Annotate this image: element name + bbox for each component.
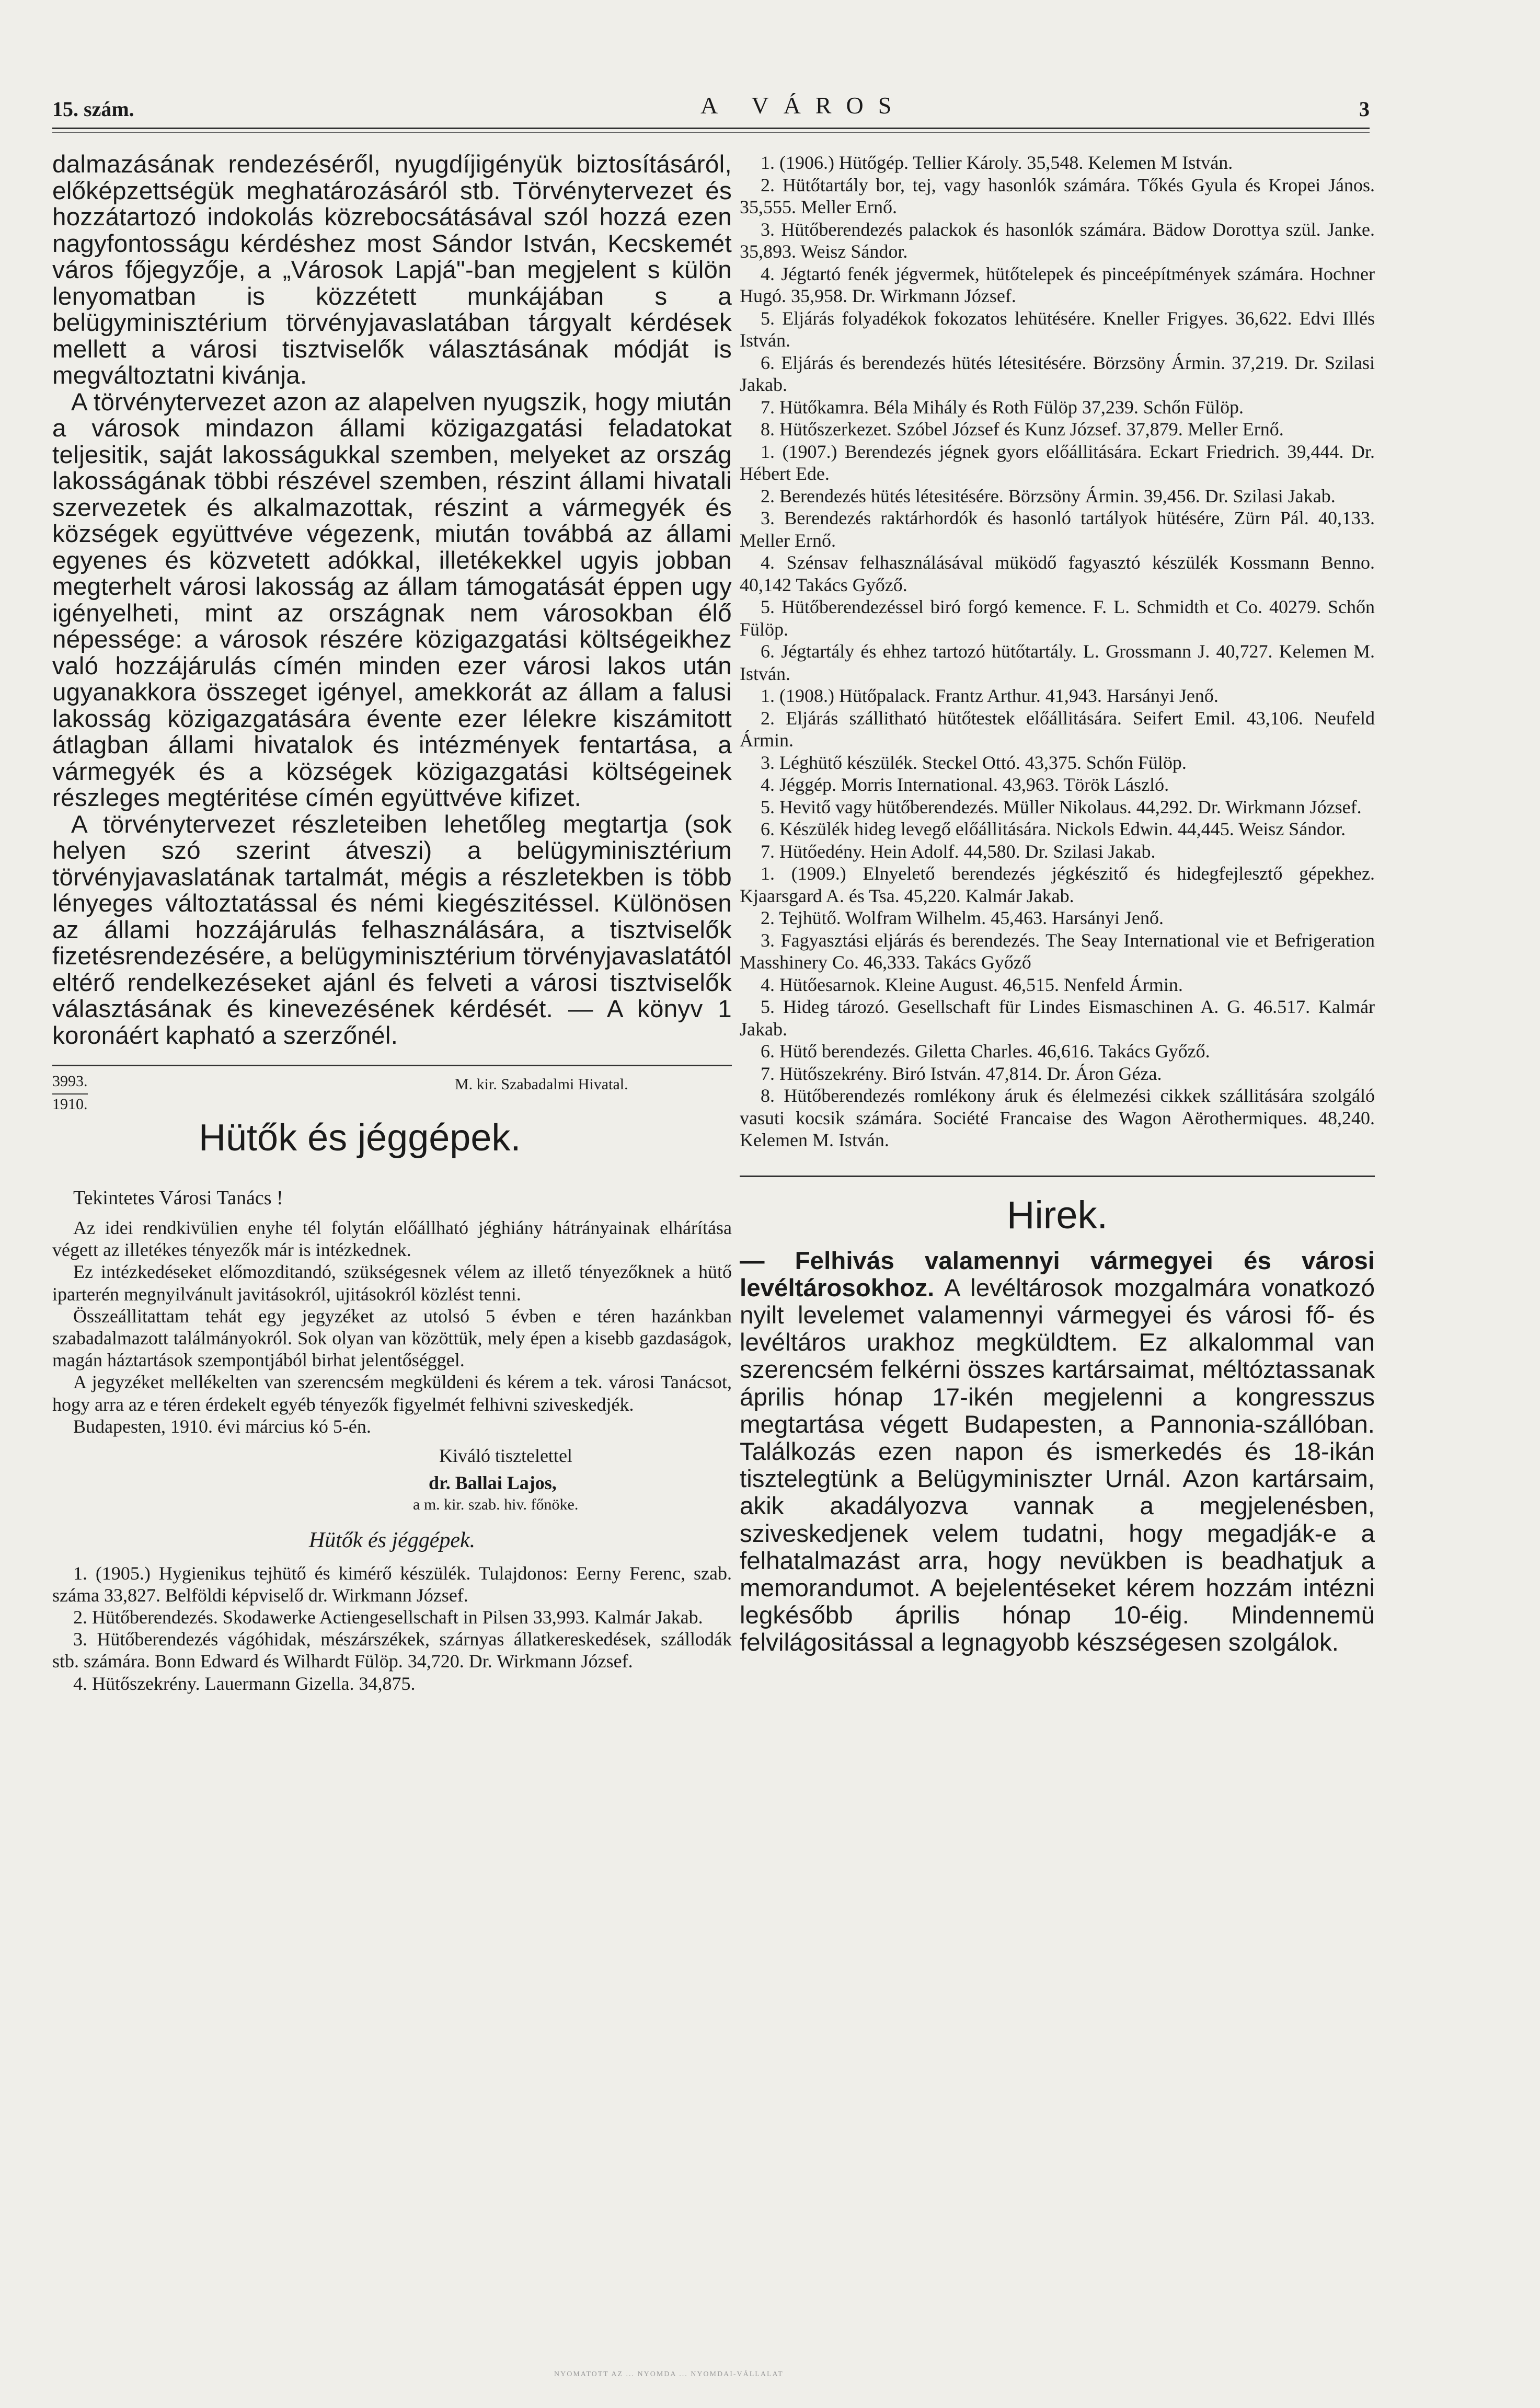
- masthead-title: A VÁROS: [700, 92, 906, 119]
- list-item: 8. Hütőszerkezet. Szóbel József és Kunz József. 37,879. Meller Ernő.: [761, 419, 1284, 440]
- header-rule: [52, 128, 1370, 129]
- list-item: 2. Tejhütő. Wolfram Wilhelm. 45,463. Harsányi Jenő.: [761, 907, 1164, 928]
- list-item: 1. (1908.) Hütőpalack. Frantz Arthur. 41,943. Harsányi Jenő.: [761, 685, 1219, 706]
- list-item: 5. Hideg tározó. Gesellschaft für Lindes Eismaschinen A. G. 46.517. Kalmár Jakab.: [740, 996, 1375, 1040]
- list-item: 5. Hütőberendezéssel biró forgó kemence. F. L. Schmidth et Co. 40279. Schőn Fülöp.: [740, 596, 1375, 640]
- list-item: 6. Készülék hideg levegő előállitására. Nickols Edwin. 44,445. Weisz Sándor.: [761, 819, 1346, 839]
- patent-list-continued: [740, 152, 1375, 1151]
- list-item: 2. Hütőtartály bor, tej, vagy hasonlók számára. Tőkés Gyula és Kropei János. 35,555. Meller Ernő.: [740, 174, 1375, 217]
- list-item: 2. Hütőberendezés. Skodawerke Actiengesellschaft in Pilsen 33,993. Kalmár Jakab.: [73, 1607, 703, 1628]
- list-item: 2. Eljárás szállitható hütőtestek előállitására. Seifert Emil. 43,106. Neufeld Ármin.: [740, 707, 1375, 751]
- letter-date: Budapesten, 1910. évi március kó 5-én.: [73, 1415, 371, 1437]
- lead-paragraph: A törvénytervezet részleteiben lehetőleg megtartja (sok helyen szó szerint átveszi) a belügyminisztérium törvényjavaslatának tartalmát, mégis a részletekben is több lényeges változtatással és némi kiegészitéssel. Különösen az állami hozzájárulás felhasználására, a tisztviselők fizetésrendezésére, a belügyminisztérium törvényjavaslatától eltérő rendelkezéseket ajánl és felveti a városi tisztviselők választásának és kinevezésének kérdését. — A könyv 1 koronáért kapható a szerzőnél.: [52, 810, 732, 1050]
- signer-title: a m. kir. szab. hiv. főnöke.: [413, 1496, 579, 1514]
- list-item: 2. Berendezés hütés létesitésére. Börzsöny Ármin. 39,456. Dr. Szilasi Jakab.: [761, 485, 1336, 506]
- lead-paragraph: A törvénytervezet azon az alapelven nyugszik, hogy miután a városok mindazon állami közigazgatási feladatokat teljesitik, saját lakosságukkal szemben, melyeket az ország lakosságának többi részével szemben, részint állami hivatali szervezetek és alkalmazottak, részint a vármegyék és községek együttvéve végezenk, miután továbbá az állami egyenes és közvetett adókkal, illetékekkel ugyis jobban megterhelt városi lakosság az állam támogatását éppen ugy igényelheti, mint az országnak nem városokban élő népessége: a városok részére közigazgatási költségeikhez való hozzájárulás címén minden ezer városi lakos után ugyanakkora összeget igényel, amekkorát az állam a falusi lakosság közigazgatására évente ezer lélekre kiszámitott átlagban állami hivatalok és intézmények fentartása, a vármegyék és a községek közigazgatási költségeinek részleges megtéritése címén együttvéve kifizet.: [52, 388, 732, 812]
- list-item: 7. Hütőszekrény. Biró István. 47,814. Dr. Áron Géza.: [761, 1063, 1162, 1084]
- signer-name: dr. Ballai Lajos,: [429, 1472, 557, 1494]
- news-item: [740, 1248, 1375, 1657]
- closing: Kiváló tisztelettel: [439, 1445, 572, 1467]
- list-item: 5. Eljárás folyadékok fokozatos lehütésére. Kneller Frigyes. 36,622. Edvi Illés István.: [740, 307, 1375, 351]
- list-item: 3. Fagyasztási eljárás és berendezés. The Seay International vie et Befrigeration Masshinery Co. 46,333. Takács Győző: [740, 929, 1375, 973]
- list-item: 5. Hevitő vagy hütőberendezés. Müller Nikolaus. 44,292. Dr. Wirkmann József.: [761, 796, 1362, 817]
- list-item: 7. Hütőedény. Hein Adolf. 44,580. Dr. Szilasi Jakab.: [761, 840, 1156, 862]
- list-item: 6. Hütő berendezés. Giletta Charles. 46,616. Takács Győző.: [761, 1041, 1210, 1062]
- list-item: 4. Jéggép. Morris International. 43,963. Török László.: [761, 774, 1169, 795]
- list-title: Hütők és jéggépek.: [308, 1528, 476, 1552]
- list-item: 3. Léghütő készülék. Steckel Ottó. 43,375. Schőn Fülöp.: [761, 752, 1187, 773]
- news-section-title: Hirek.: [1006, 1193, 1108, 1237]
- left-column: [52, 152, 732, 1695]
- list-item: 3. Hütőberendezés palackok és hasonlók számára. Bädow Dorottya szül. Janke. 35,893. Weisz Sándor.: [740, 218, 1375, 262]
- list-item: 4. Szénsav felhasználásával müködő fagyasztó készülék Kossmann Benno. 40,142 Takács Győző.: [740, 552, 1375, 595]
- section-title: Hütők és jéggépek.: [199, 1117, 521, 1159]
- letter-paragraph: Összeállitattam tehát egy jegyzéket az utolsó 5 évben e téren hazánkban szabadalmazott találmányokról. Sok olyan van közöttük, mely épen a kisebb gazdaságok, magán háztartások szempontjából birhat jelentőséggel.: [52, 1305, 732, 1371]
- list-item: 3. Berendezés raktárhordók és hasonló tartályok hütésére, Zürn Pál. 40,133. Meller Ernő.: [740, 508, 1375, 551]
- list-item: 8. Hütőberendezés romlékony áruk és élelmezési cikkek szállitására szolgáló vasuti kocsik számára. Société Francaise des Wagon Aërothermiques. 48,240. Kelemen M. István.: [740, 1085, 1375, 1150]
- document-number: 3993.: [52, 1073, 88, 1090]
- list-item: 1. (1907.) Berendezés jégnek gyors előállitására. Eckart Friedrich. 39,444. Dr. Hébert Ede.: [740, 441, 1375, 484]
- issue-number: 15. szám.: [52, 97, 134, 121]
- list-item: 4. Hütőszekrény. Lauermann Gizella. 34,875.: [73, 1673, 416, 1694]
- list-item: 1. (1909.) Elnyelető berendezés jégkészitő és hidegfejlesztő gépekhez. Kjaarsgard A. és Tsa. 45,220. Kalmár Jakab.: [740, 863, 1375, 906]
- lead-paragraph: dalmazásának rendezéséről, nyugdíjigényük biztosításáról, előképzettségük meghatározásáról stb. Törvénytervezet és hozzátartozó indokolás közrebocsátásával szól hozzá ezen nagyfontosságu kérdéshez most Sándor István, Kecskemét város főjegyzője, a „Városok Lapjá"-ban megjelent s külön lenyomatban is közzétett munkájában s a belügyminisztérium törvényjavaslatában tárgyalt kérdések mellett a városi tisztviselők választásának módját is megváltoztatni kivánja.: [52, 151, 732, 389]
- right-column: [740, 152, 1375, 1657]
- list-item: 1. (1905.) Hygienikus tejhütő és kimérő készülék. Tulajdonos: Eerny Ferenc, szab. száma 33,827. Belföldi képviselő dr. Wirkmann József.: [52, 1562, 732, 1606]
- news-divider: [740, 1176, 1375, 1177]
- letter-paragraph: Ez intézkedéseket előmozditandó, szükségesnek vélem az illető tényezőknek a hütő iparterén megnyilvánult javitásokról, ujitásokról közlést tenni.: [52, 1261, 732, 1305]
- office-name: M. kir. Szabadalmi Hivatal.: [455, 1076, 628, 1093]
- letter-paragraph: Az idei rendkivülien enyhe tél folytán előállható jéghiány hátrányainak elhárítása végett az illetékes tényezők már is intézkednek.: [52, 1217, 732, 1261]
- header-rule-thin: [52, 132, 1370, 133]
- salutation: Tekintetes Városi Tanács !: [73, 1187, 283, 1209]
- list-item: 3. Hütőberendezés vágóhidak, mészárszékek, szárnyas állatkereskedések, szállodák stb. számára. Bonn Edward és Wilhardt Fülöp. 34,720. Dr. Wirkmann József.: [52, 1629, 732, 1672]
- lead-article: [52, 152, 732, 1049]
- list-item: 4. Jégtartó fenék jégvermek, hütőtelepek és pinceépítmények számára. Hochner Hugó. 35,958. Dr. Wirkmann József.: [740, 263, 1375, 306]
- patent-office-header: [52, 1066, 732, 1159]
- list-item: 1. (1906.) Hütőgép. Tellier Károly. 35,548. Kelemen M István.: [761, 152, 1233, 173]
- page-number: 3: [1359, 97, 1370, 121]
- patent-list-1905: [52, 1562, 732, 1695]
- news-body: A levéltárosok mozgalmára vonatkozó nyilt levelemet valamennyi vármegyei és városi fő- és levéltáros urakhoz megküldtem. Ez alkalommal van szerencsém felkérni összes kartársaimat, méltóztassanak április hónap 17-ikén megjelenni a kongresszus megtartása végett Budapesten, a Pannonia-szállóban. Találkozás ezen napon és ismerkedés és 18-ikán tisztelegtünk a Belügyminiszter Urnál. Azon kartársaim, akik akadályozva vannak a megjelenésben, sziveskedjenek velem tudatni, hogy megadják-e a felhatalmazást arra, hogy nevükben is beadhatjuk a memorandumot. A bejelentéseket kérem hozzám intézni legkésőbb április hónap 10-éig. Mindennemü felvilágositással a legnagyobb készségesen szolgálok.: [740, 1274, 1375, 1657]
- news-headline: — Felhivás valamennyi vármegyei és városi levéltárosokhoz.: [740, 1247, 1375, 1302]
- patent-letter: [52, 1186, 732, 1516]
- page-header: [52, 91, 1370, 123]
- document-year: 1910.: [52, 1093, 88, 1113]
- news-paragraph: [740, 1248, 1375, 1657]
- list-item: 7. Hütőkamra. Béla Mihály és Roth Fülöp 37,239. Schőn Fülöp.: [761, 396, 1244, 418]
- list-item: 6. Eljárás és berendezés hütés létesitésére. Börzsöny Ármin. 37,219. Dr. Szilasi Jakab.: [740, 352, 1375, 395]
- printer-imprint: NYOMATOTT AZ ... NYOMDA ... NYOMDAI-VÁLLALAT: [554, 2370, 784, 2378]
- letter-paragraph: A jegyzéket mellékelten van szerencsém megküldeni és kérem a tek. városi Tanácsot, hogy arra az e téren érdekelt egyéb tényezők figyelmét felhivni sziveskedjék.: [52, 1372, 732, 1415]
- list-item: 6. Jégtartály és ehhez tartozó hütőtartály. L. Grossmann J. 40,727. Kelemen M. István.: [740, 641, 1375, 684]
- list-item: 4. Hütőesarnok. Kleine August. 46,515. Nenfeld Ármin.: [761, 974, 1183, 995]
